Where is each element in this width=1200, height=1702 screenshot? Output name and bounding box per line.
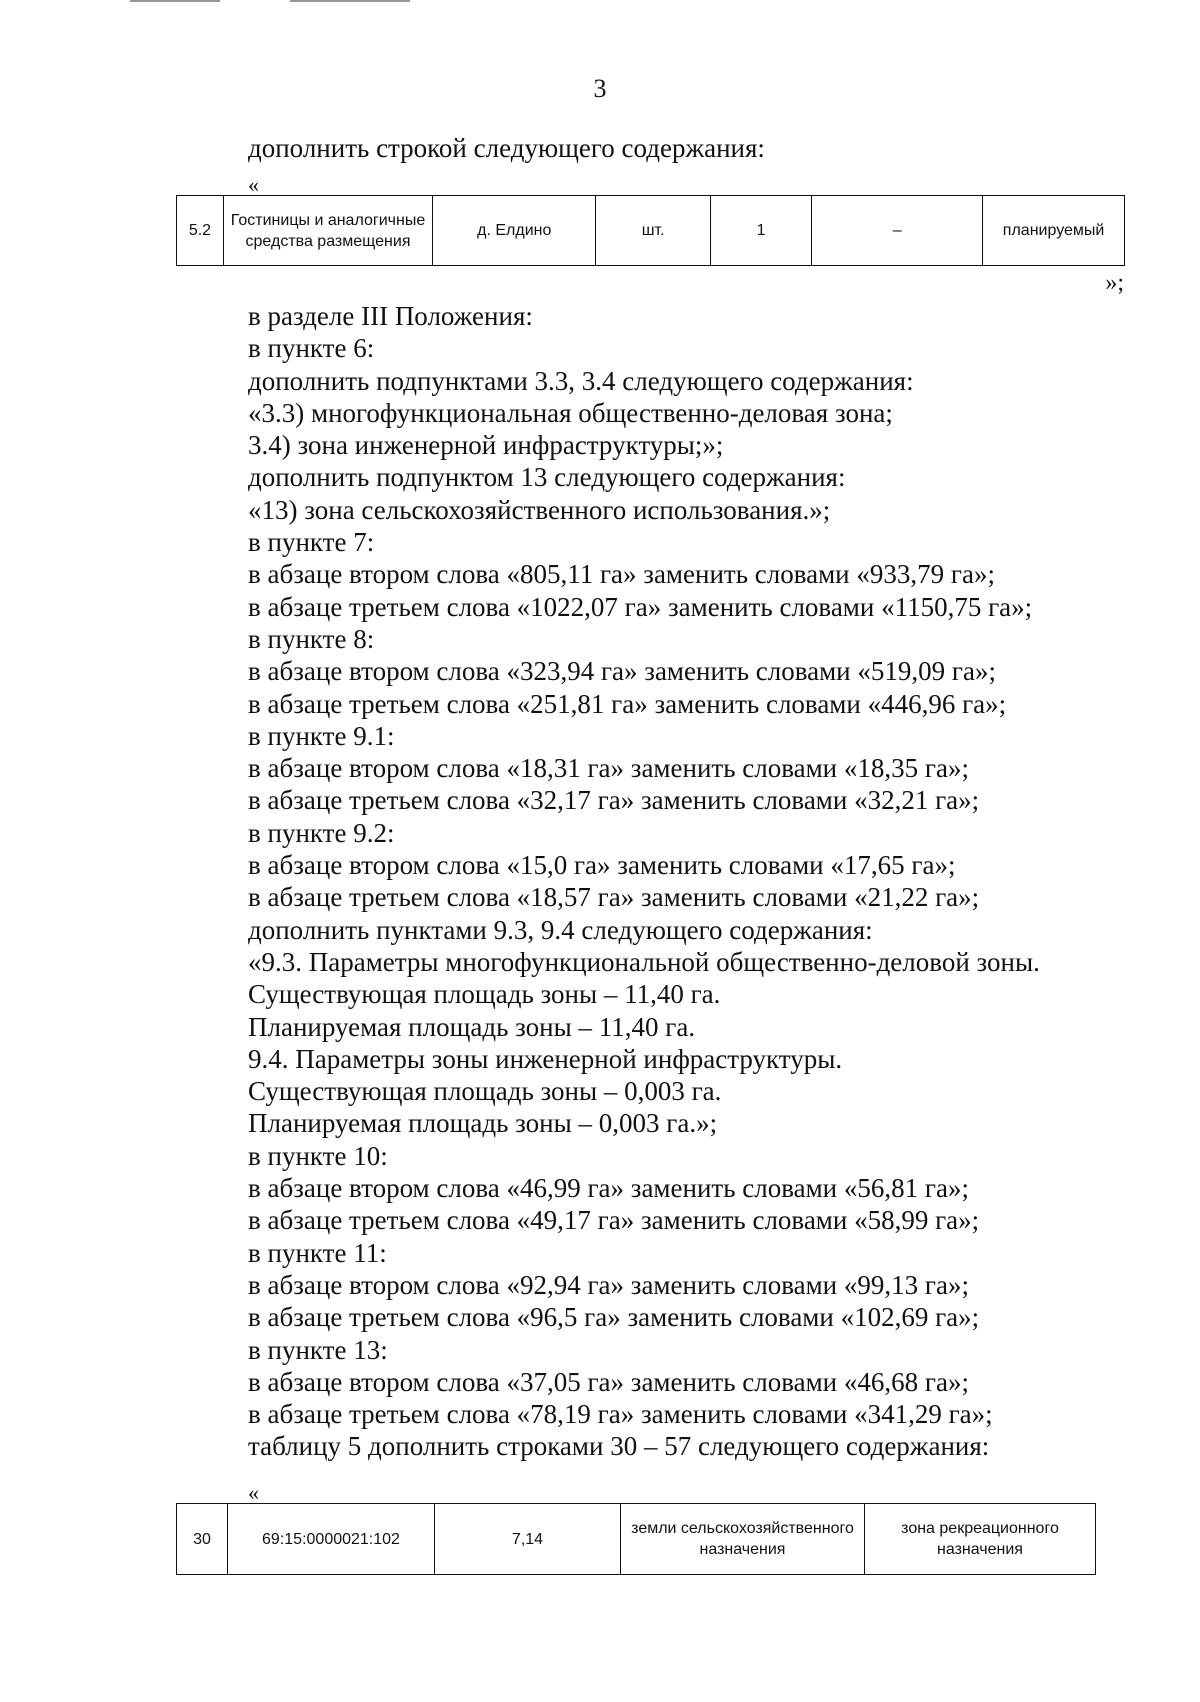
table-cell: земли сельскохозяйственного назначения (621, 1504, 865, 1575)
intro-line: дополнить строкой следующего содержания: (248, 133, 765, 163)
land-plot-table (176, 1503, 1096, 1575)
text-line: «13) зона сельскохозяйственного использования.»; (248, 494, 831, 525)
close-quote: »; (1105, 270, 1124, 296)
text-line: Планируемая площадь зоны – 11,40 га. (248, 1011, 696, 1042)
text-line: «3.3) многофункциональная общественно-деловая зона; (248, 397, 893, 428)
table-cell: 69:15:0000021:102 (228, 1504, 435, 1575)
text-line: 9.4. Параметры зоны инженерной инфраструктуры. (248, 1043, 843, 1074)
text-line: в абзаце втором слова «323,94 га» заменить словами «519,09 га»; (248, 656, 996, 687)
text-line: Существующая площадь зоны – 0,003 га. (248, 1076, 722, 1107)
text-line: в абзаце третьем слова «78,19 га» заменить словами «341,29 га»; (248, 1399, 993, 1430)
text-line: в пункте 10: (248, 1140, 388, 1171)
text-line: в абзаце третьем слова «32,17 га» заменить словами «32,21 га»; (248, 785, 980, 816)
text-line: дополнить пунктами 9.3, 9.4 следующего содержания: (248, 914, 873, 945)
table-cell: шт. (596, 196, 710, 266)
text-line: в абзаце втором слова «92,94 га» заменить словами «99,13 га»; (248, 1269, 969, 1300)
page-number: 3 (593, 74, 607, 103)
scan-artifact (290, 0, 410, 2)
table-cell: планируемый (983, 196, 1125, 266)
table-row (177, 196, 1125, 266)
table-cell: 5.2 (177, 196, 224, 266)
text-line: в абзаце втором слова «46,99 га» заменить словами «56,81 га»; (248, 1173, 969, 1204)
text-line: в абзаце третьем слова «49,17 га» заменить словами «58,99 га»; (248, 1205, 980, 1236)
text-line: в пункте 8: (248, 623, 375, 654)
text-line: 3.4) зона инженерной инфраструктуры;»; (248, 430, 724, 461)
table-cell: 7,14 (435, 1504, 621, 1575)
text-line: в пункте 6: (248, 333, 375, 364)
scan-artifact (130, 0, 220, 2)
text-line: в пункте 7: (248, 527, 375, 558)
table-cell: д. Елдино (433, 196, 596, 266)
text-line: в абзаце третьем слова «251,81 га» заменить словами «446,96 га»; (248, 688, 1007, 719)
text-line: дополнить подпунктом 13 следующего содержания: (248, 462, 846, 493)
text-line: в пункте 9.1: (248, 720, 395, 751)
text-line: Существующая площадь зоны – 11,40 га. (248, 979, 721, 1010)
text-line: дополнить подпунктами 3.3, 3.4 следующего содержания: (248, 365, 914, 396)
text-line: в абзаце втором слова «805,11 га» заменить словами «933,79 га»; (248, 559, 995, 590)
text-line: таблицу 5 дополнить строками 30 – 57 следующего содержания: (248, 1431, 990, 1462)
table-cell: зона рекреационного назначения (865, 1504, 1096, 1575)
open-quote: « (248, 172, 259, 197)
open-quote: « (248, 1480, 259, 1505)
text-line: «9.3. Параметры многофункциональной общественно-деловой зоны. (248, 946, 1040, 977)
table-cell: 30 (177, 1504, 228, 1575)
text-line: в абзаце втором слова «15,0 га» заменить словами «17,65 га»; (248, 850, 956, 881)
text-line: в абзаце третьем слова «1022,07 га» заменить словами «1150,75 га»; (248, 591, 1033, 622)
table-cell: Гостиницы и аналогичные средства размещения (223, 196, 432, 266)
text-line: в абзаце третьем слова «18,57 га» заменить словами «21,22 га»; (248, 882, 980, 913)
table-cell: 1 (710, 196, 811, 266)
facility-table (176, 195, 1125, 266)
text-line: в абзаце третьем слова «96,5 га» заменить словами «102,69 га»; (248, 1302, 980, 1333)
table-cell: – (812, 196, 983, 266)
text-line: в пункте 9.2: (248, 817, 395, 848)
text-line: в пункте 13: (248, 1334, 388, 1365)
text-line: Планируемая площадь зоны – 0,003 га.»; (248, 1108, 718, 1139)
text-line: в пункте 11: (248, 1237, 387, 1268)
text-line: в абзаце втором слова «18,31 га» заменить словами «18,35 га»; (248, 753, 969, 784)
text-line: в разделе III Положения: (248, 301, 533, 331)
amendment-text (248, 300, 1040, 1463)
text-line: в абзаце втором слова «37,05 га» заменить словами «46,68 га»; (248, 1366, 969, 1397)
table-row (177, 1504, 1096, 1575)
